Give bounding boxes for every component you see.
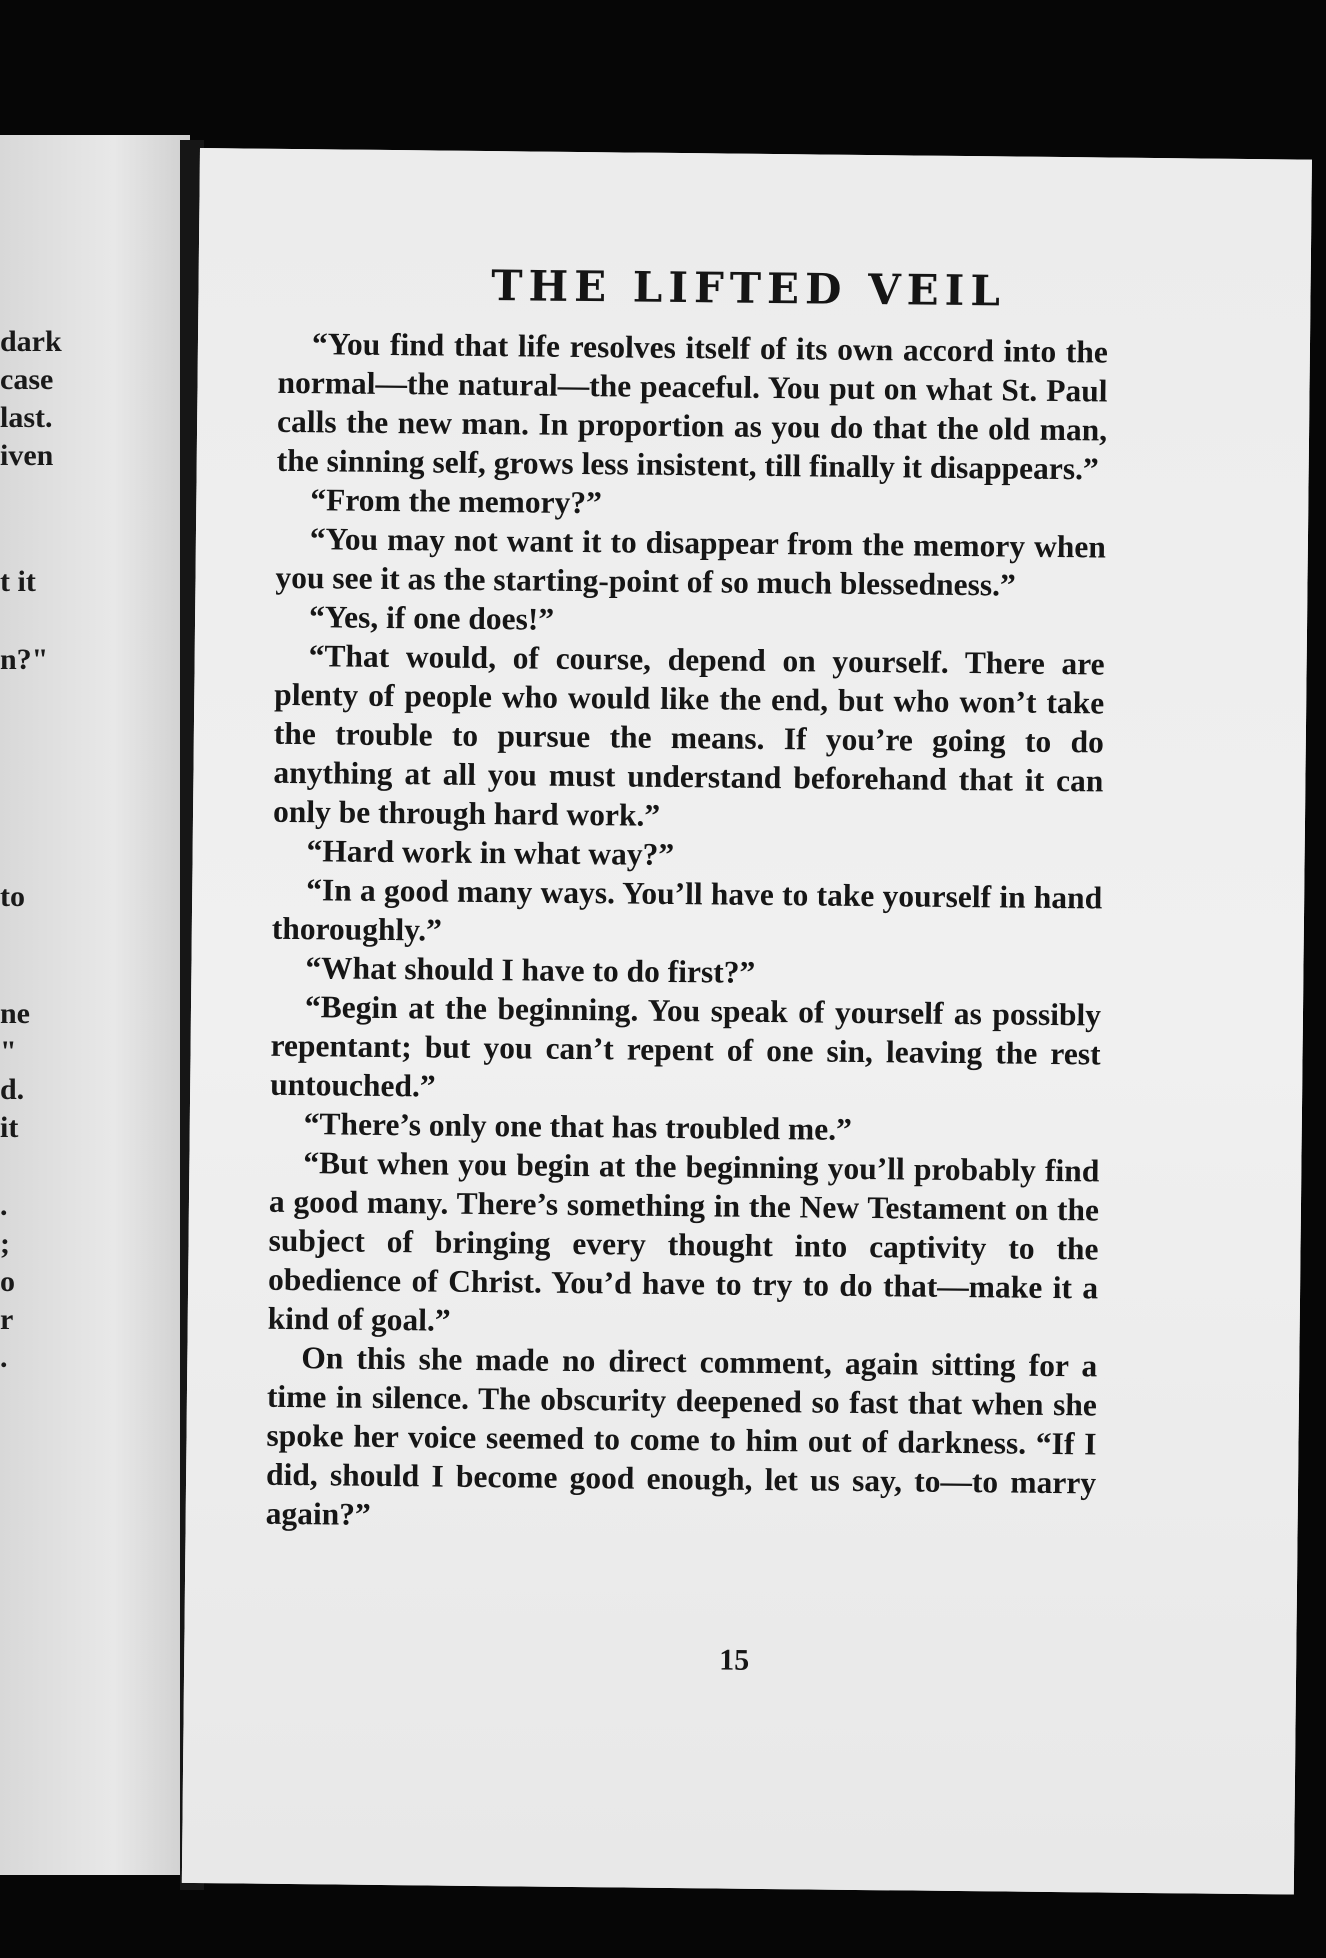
left-page-text: [0, 135, 190, 1875]
paragraph: “That would, of course, depend on yourself. There are plenty of people who would like the end, but who won’t take the trouble to pursue the means. If you’re going to do anything at all you must understand beforehand that it can only be through hard work.”: [272, 638, 1105, 833]
page-number: 15: [719, 1643, 750, 1677]
paragraph: “Yes, if one does!”: [308, 599, 555, 637]
running-head: THE LIFTED VEIL: [490, 261, 1007, 316]
left-fragment: to: [0, 880, 25, 913]
left-fragment: r: [0, 1303, 14, 1336]
paragraph: “From the memory?”: [310, 482, 603, 521]
left-fragment: ": [0, 1035, 17, 1068]
left-fragment: t it: [0, 565, 36, 598]
left-fragment: ;: [0, 1227, 10, 1260]
page-body: [266, 324, 1109, 1542]
paragraph: “What should I have to do first?”: [305, 950, 756, 990]
paragraph: “In a good many ways. You’ll have to take yourself in hand thoroughly.”: [271, 872, 1103, 948]
paragraph: “But when you begin at the beginning you’ll probably find a good many. There’s something in the New Testament on the subject of bringing every thought into captivity to the obedience of Christ. You’d have to try to do that—make it a kind of goal.”: [267, 1145, 1100, 1338]
left-fragment: d.: [0, 1073, 25, 1106]
left-fragment: it: [0, 1111, 19, 1144]
paragraph: “There’s only one that has troubled me.”: [303, 1106, 853, 1147]
left-fragment: o: [0, 1265, 15, 1298]
paragraph: “You find that life resolves itself of its own accord into the normal—the natural—the peaceful. You put on what St. Paul calls the new man. In proportion as you do that the old man, the sinning self, grows less insistent, till finally it disappears.”: [276, 326, 1109, 487]
left-fragment: last.: [0, 401, 53, 434]
right-page: [182, 148, 1312, 1895]
left-fragment: ne: [0, 997, 30, 1030]
paragraph: “Hard work in what way?”: [306, 833, 675, 873]
paragraph: “Begin at the beginning. You speak of yourself as possibly repentant; but you can’t repent of one sin, leaving the rest untouched.”: [270, 989, 1102, 1104]
left-fragment: .: [0, 1341, 8, 1374]
paragraph: “You may not want it to disappear from the memory when you see it as the starting-point of so much blessedness.”: [275, 521, 1107, 603]
left-facing-page: [0, 135, 190, 1875]
left-fragment: case: [0, 363, 54, 396]
left-fragment: dark: [0, 325, 62, 358]
left-fragment: iven: [0, 439, 54, 472]
left-fragment: n?": [0, 643, 49, 676]
paragraph: On this she made no direct comment, again sitting for a time in silence. The obscurity deepened so fast that when she spoke her voice seemed to come to him out of darkness. “If I did, should I become good enough, let us say, to—to marry again?”: [265, 1340, 1098, 1532]
left-fragment: .: [0, 1189, 8, 1222]
